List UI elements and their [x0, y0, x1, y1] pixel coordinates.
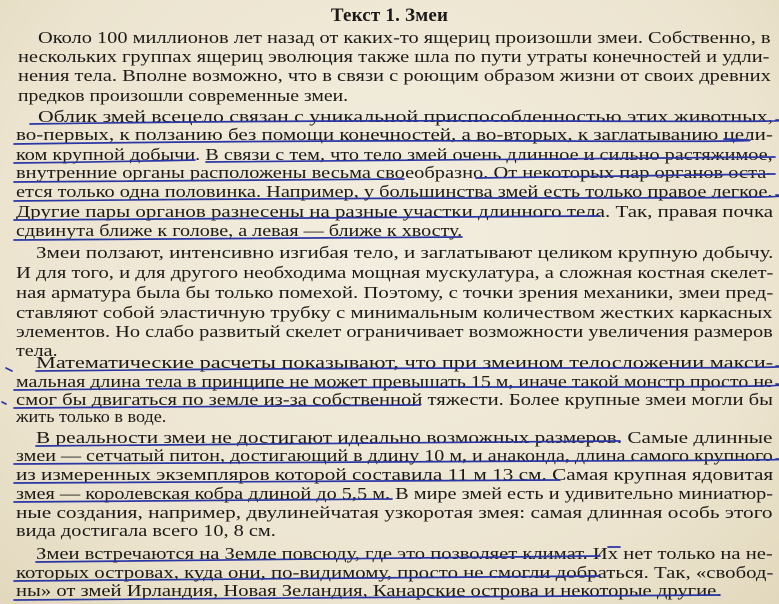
text-line: Змеи встречаются на Земле повсюду, где это позволяет климат. Их нет только на не- [36, 544, 773, 563]
text-line: предков произошли современные змеи. [18, 86, 349, 105]
text-line: ны» от змей Ирландия, Новая Зеландия, Канарские острова и некоторые другие. [16, 581, 722, 600]
text-line: внутренние органы расположены весьма своеобразно. От некоторых пар органов оста- [16, 163, 774, 182]
text-line: сдвинута ближе к голове, а левая — ближе к хвосту. [16, 221, 463, 240]
text-line: элементов. Но слабо развитый скелет ограничивает возможности увеличения размеров [16, 322, 773, 341]
text-line: ком крупной добычи. В связи с тем, что тело змей очень длинное и сильно растяжимое, [16, 145, 773, 164]
document-title: Текст 1. Змеи [330, 5, 449, 26]
text-line: Облик змей всецело связан с уникальной приспособленностью этих животных, [38, 107, 773, 126]
text-line: ется только одна половинка. Например, у большинства змей есть только правое легкое. [16, 182, 773, 201]
text-line: нескольких группах ящериц эволюция также шла по пути утраты конечностей и удли- [18, 47, 770, 66]
text-line: нения тела. Вполне возможно, что в связи с роющим образом жизни от своих древних [18, 66, 771, 85]
text-line: мальная длина тела в принципе не может превышать 15 м, иначе такой монстр просто не [16, 372, 773, 391]
text-line: смог бы двигаться по земле из-за собственной тяжести. Более крупные змеи могли бы [16, 390, 774, 409]
text-line: змея — королевская кобра длиной до 5,5 м. В мире змей есть и удивительно миниатюр- [16, 484, 774, 503]
text-line: ная арматура была бы только помехой. Поэтому, с точки зрения механики, змеи пред- [16, 283, 774, 302]
text-line: В реальности змеи не достигают идеально возможных размеров. Самые длинные [36, 428, 773, 447]
text-line: Около 100 миллионов лет назад от каких-то ящериц произошли змеи. Собственно, в [38, 28, 771, 47]
text-line: змеи — сетчатый питон, достигающий в длину 10 м, и анаконда, длина самого крупного [16, 446, 773, 465]
text-line: ные создания, например, двулинейчатая узкоротая змея: самая длинная особь этого [16, 503, 773, 522]
text-line: Другие пары органов разнесены на разные участки длинного тела. Так, правая почка [16, 202, 774, 221]
text-line: Математические расчеты показывают, что при змеином телосложении макси- [36, 353, 774, 372]
text-line: ставляют собой эластичную трубку с минимальным количеством жестких каркасных [16, 303, 773, 322]
pen-tick [6, 368, 12, 371]
text-line: Змеи ползают, интенсивно изгибая тело, и заглатывают целиком крупную добычу. [36, 243, 774, 262]
text-line: из измеренных экземпляров которой составила 11 м 13 см. Самая крупная ядовитая [16, 465, 774, 484]
text-line: И для того, и для другого необходима мощная мускулатура, а сложная костная скелет- [16, 263, 774, 282]
pen-tick [2, 402, 6, 404]
text-line: тела. [16, 341, 58, 360]
text-line: жить только в воде. [16, 407, 167, 426]
text-line: которых островах, куда они, по-видимому, просто не смогли добраться. Так, «свобод- [16, 563, 774, 582]
text-line: вида достигала всего 10, 8 см. [16, 521, 276, 540]
text-line: во-первых, к ползанию без помощи конечностей, а во-вторых, к заглатыванию цели- [16, 125, 773, 144]
